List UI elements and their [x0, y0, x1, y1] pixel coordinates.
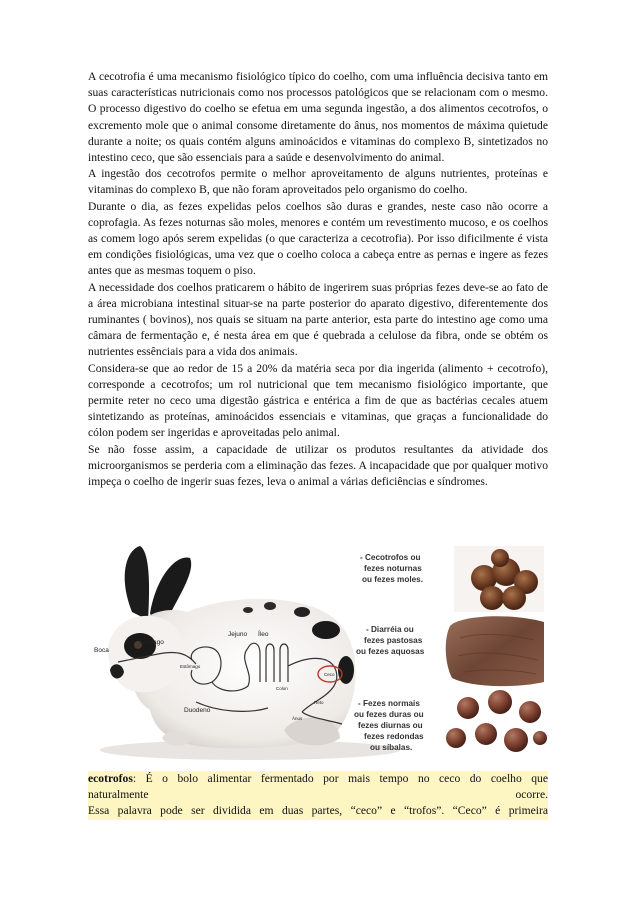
diarreia-photo [446, 616, 544, 686]
normais-label-3: fezes diurnas ou [358, 721, 423, 730]
label-estomago: Estômago [180, 664, 201, 669]
fezes-normais-photo [446, 690, 547, 752]
cecotrofos-label-2: fezes noturnas [364, 564, 422, 573]
label-reto: Reto [314, 700, 324, 705]
rabbit-illustration [100, 546, 400, 760]
figure-svg [88, 542, 548, 764]
cecotrofos-label-1: - Cecotrofos ou [360, 553, 421, 562]
feces-labels [354, 553, 425, 752]
definition-line-2 [88, 787, 548, 803]
paragraph-6: Se não fosse assim, a capacidade de utilizar os produtos resultantes da atividade dos microorganismos se perderia com a eliminação das fezes. A incapacidade que por qualquer motivo impeça o coelho de ingerir suas fezes, leva o animal a várias deficiências e síndromes. [88, 442, 548, 489]
body-text [88, 69, 548, 490]
definition-line-1 [88, 771, 548, 787]
paragraph-2: A ingestão dos cecotrofos permite o melhor aproveitamento de alguns nutrientes, proteínas e vitaminas do complexo B, que não foram aproveitados pelo organismo do coelho. [88, 167, 548, 197]
label-ceco: Ceco [324, 672, 335, 677]
definition-line-3: Essa palavra pode ser dividida em duas partes, “ceco” e “trofos”. “Ceco” é primeira [88, 804, 548, 818]
label-jejuno: Jejuno [228, 631, 248, 638]
normais-label-1: - Fezes normais [358, 699, 420, 708]
diarreia-label-2: fezes pastosas [364, 636, 423, 645]
paragraph-3: Durante o dia, as fezes expelidas pelos coelhos são duras e grandes, neste caso não ocorre a coprofagia. As fezes noturnas são moles, menores e contém um revestimento mucoso, e os coelhos as comem logo após serem expelidas (o que caracteriza a cecotrofia). Por isso dificilmente é vista em condições fisiológicas, uma vez que o coelho coloca a cabeça entre as pernas e ingere as fezes antes que as mesmas toquem o piso. [88, 199, 548, 278]
paragraph-5: Considera-se que ao redor de 15 a 20% da matéria seca por dia ingerida (alimento + cecotrofo), corresponde a cecotrofos; um rol nutricional que tem mecanismo fisiológico importante, que permite reter no ceco uma digestão gástrica e entérica a fim de que as bactérias cecales atuem sintetizando as proteínas, aminoácidos essenciais e vitaminas, que graças a funcionalidade do cólon podem ser ingeridas e aproveitadas pelo animal. [88, 361, 548, 440]
definition-line-2-left: naturalmente [88, 788, 149, 802]
diarreia-label-3: ou fezes aquosas [356, 647, 425, 656]
definition-line-1-text: : É o bolo alimentar fermentado por mais tempo no ceco do coelho que [132, 772, 548, 785]
normais-label-2: ou fezes duras ou [354, 710, 424, 719]
definition-block [88, 771, 548, 820]
label-duodeno: Duodeno [184, 707, 211, 714]
paragraph-1: A cecotrofia é uma mecanismo fisiológico típico do coelho, com uma influência decisiva tanto em suas características nutricionais como nos processos patológicos que se relacionam com o mesmo. O processo digestivo do coelho se efetua em uma segunda ingestão, a dos alimentos cecotrofos, o excremento mole que o animal consome diretamente do ânus, nos momentos de máxima quietude durante a noite; os quais contém alguns aminoácidos e vitaminas do complexo B, sintetizados no intestino ceco, que são essenciais para a saúde e desenvolvimento do animal. [88, 70, 548, 165]
label-boca: Boca [94, 647, 109, 654]
normais-label-5: ou síbalas. [370, 743, 413, 752]
definition-term: ecotrofos [88, 772, 133, 785]
rabbit-digestion-figure [88, 542, 548, 764]
label-ileo: Íleo [258, 631, 269, 638]
label-anus: Ânus [292, 716, 303, 721]
diarreia-label-1: - Diarréia ou [366, 625, 414, 634]
label-esofago: Esôfago [140, 639, 164, 646]
paragraph-4: A necessidade dos coelhos praticarem o hábito de ingerirem suas próprias fezes deve-se ao fato de a área microbiana intestinal situar-se na parte posterior do aparato digestivo, diferentemente dos ruminantes ( bovinos), nos quais se situam na parte anterior, esta parte do intestino age como uma câmara de fermentação e, é nesta área em que é quebrada a celulose da fibra, onde se obtém os nutrientes essênciais para a vida dos animais. [88, 280, 548, 359]
label-colon: Colon [276, 686, 288, 691]
definition-line-2-right: ocorre. [515, 788, 548, 802]
normais-label-4: fezes redondas [364, 732, 424, 741]
cecotrofos-photo [454, 546, 544, 612]
cecotrofos-label-3: ou fezes moles. [362, 575, 423, 584]
